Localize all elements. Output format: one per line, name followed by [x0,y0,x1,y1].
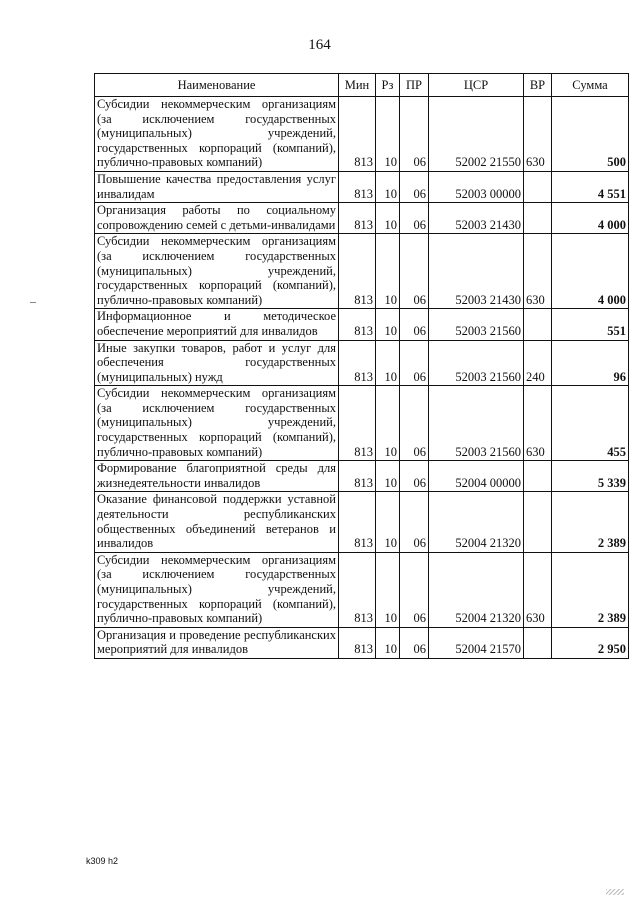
cell-rz: 10 [376,203,400,234]
cell-pr: 06 [400,309,429,340]
table-row [95,627,629,658]
cell-min: 813 [339,340,376,386]
cell-pr: 06 [400,171,429,202]
header-min: Мин [339,74,376,97]
table-row [95,340,629,386]
table-row [95,234,629,309]
cell-pr: 06 [400,552,429,627]
cell-name: Субсидии некоммерческим организациям (за исключением государственных (муниципальных) учреждений, государственных корпораций (компаний), публично-правовых компаний) [95,552,339,627]
cell-sum: 4 551 [552,171,629,202]
cell-name: Оказание финансовой поддержки уставной деятельности республиканских общественных объединений ветеранов и инвалидов [95,492,339,552]
cell-vr [524,492,552,552]
header-sum: Сумма [552,74,629,97]
table-row [95,309,629,340]
cell-rz: 10 [376,552,400,627]
page-number: 164 [308,37,331,53]
header-rz: Рз [376,74,400,97]
cell-csr: 52003 21560 [429,386,524,461]
cell-csr: 52004 00000 [429,461,524,492]
cell-min: 813 [339,386,376,461]
table-row [95,552,629,627]
cell-rz: 10 [376,386,400,461]
header-vr: ВР [524,74,552,97]
cell-vr [524,461,552,492]
cell-csr: 52004 21570 [429,627,524,658]
cell-min: 813 [339,309,376,340]
document-code: k309 h2 [86,856,119,866]
cell-csr: 52004 21320 [429,552,524,627]
budget-table [94,73,629,659]
cell-csr: 52003 00000 [429,171,524,202]
cell-sum: 4 000 [552,203,629,234]
cell-vr [524,309,552,340]
cell-sum: 5 339 [552,461,629,492]
cell-vr: 240 [524,340,552,386]
cell-name: Организация и проведение республиканских мероприятий для инвалидов [95,627,339,658]
cell-min: 813 [339,171,376,202]
cell-name: Субсидии некоммерческим организациям (за исключением государственных (муниципальных) учреждений, государственных корпораций (компаний), публично-правовых компаний) [95,97,339,172]
cell-sum: 2 389 [552,552,629,627]
cell-name: Информационное и методическое обеспечение мероприятий для инвалидов [95,309,339,340]
table-row [95,203,629,234]
cell-rz: 10 [376,171,400,202]
header-pr: ПР [400,74,429,97]
cell-csr: 52003 21560 [429,309,524,340]
cell-vr [524,203,552,234]
scan-smudge [606,889,624,895]
cell-vr: 630 [524,234,552,309]
table-row [95,461,629,492]
cell-rz: 10 [376,461,400,492]
cell-csr: 52003 21560 [429,340,524,386]
table-row [95,386,629,461]
cell-rz: 10 [376,97,400,172]
table-row [95,492,629,552]
table-header-row [95,74,629,97]
cell-vr [524,627,552,658]
cell-csr: 52003 21430 [429,234,524,309]
cell-min: 813 [339,552,376,627]
cell-name: Организация работы по социальному сопровождению семей с детьми-инвалидами [95,203,339,234]
cell-pr: 06 [400,340,429,386]
cell-pr: 06 [400,627,429,658]
header-name: Наименование [95,74,339,97]
cell-sum: 96 [552,340,629,386]
cell-min: 813 [339,461,376,492]
cell-pr: 06 [400,386,429,461]
header-csr: ЦСР [429,74,524,97]
cell-sum: 2 389 [552,492,629,552]
cell-pr: 06 [400,492,429,552]
cell-min: 813 [339,203,376,234]
cell-min: 813 [339,234,376,309]
cell-name: Субсидии некоммерческим организациям (за исключением государственных (муниципальных) учреждений, государственных корпораций (компаний), публично-правовых компаний) [95,234,339,309]
cell-sum: 4 000 [552,234,629,309]
cell-vr [524,171,552,202]
cell-sum: 551 [552,309,629,340]
cell-vr: 630 [524,97,552,172]
cell-rz: 10 [376,340,400,386]
cell-name: Формирование благоприятной среды для жизнедеятельности инвалидов [95,461,339,492]
cell-pr: 06 [400,97,429,172]
cell-pr: 06 [400,203,429,234]
cell-name: Иные закупки товаров, работ и услуг для обеспечения государственных (муниципальных) нужд [95,340,339,386]
cell-rz: 10 [376,234,400,309]
table-row [95,171,629,202]
cell-vr: 630 [524,552,552,627]
cell-csr: 52003 21430 [429,203,524,234]
cell-sum: 2 950 [552,627,629,658]
cell-csr: 52004 21320 [429,492,524,552]
cell-sum: 455 [552,386,629,461]
cell-rz: 10 [376,627,400,658]
cell-min: 813 [339,97,376,172]
cell-pr: 06 [400,234,429,309]
cell-min: 813 [339,627,376,658]
cell-pr: 06 [400,461,429,492]
margin-mark [30,302,36,303]
cell-rz: 10 [376,309,400,340]
table-row [95,97,629,172]
cell-name: Повышение качества предоставления услуг инвалидам [95,171,339,202]
cell-vr: 630 [524,386,552,461]
cell-rz: 10 [376,492,400,552]
cell-min: 813 [339,492,376,552]
cell-name: Субсидии некоммерческим организациям (за исключением государственных (муниципальных) учреждений, государственных корпораций (компаний), публично-правовых компаний) [95,386,339,461]
cell-csr: 52002 21550 [429,97,524,172]
cell-sum: 500 [552,97,629,172]
